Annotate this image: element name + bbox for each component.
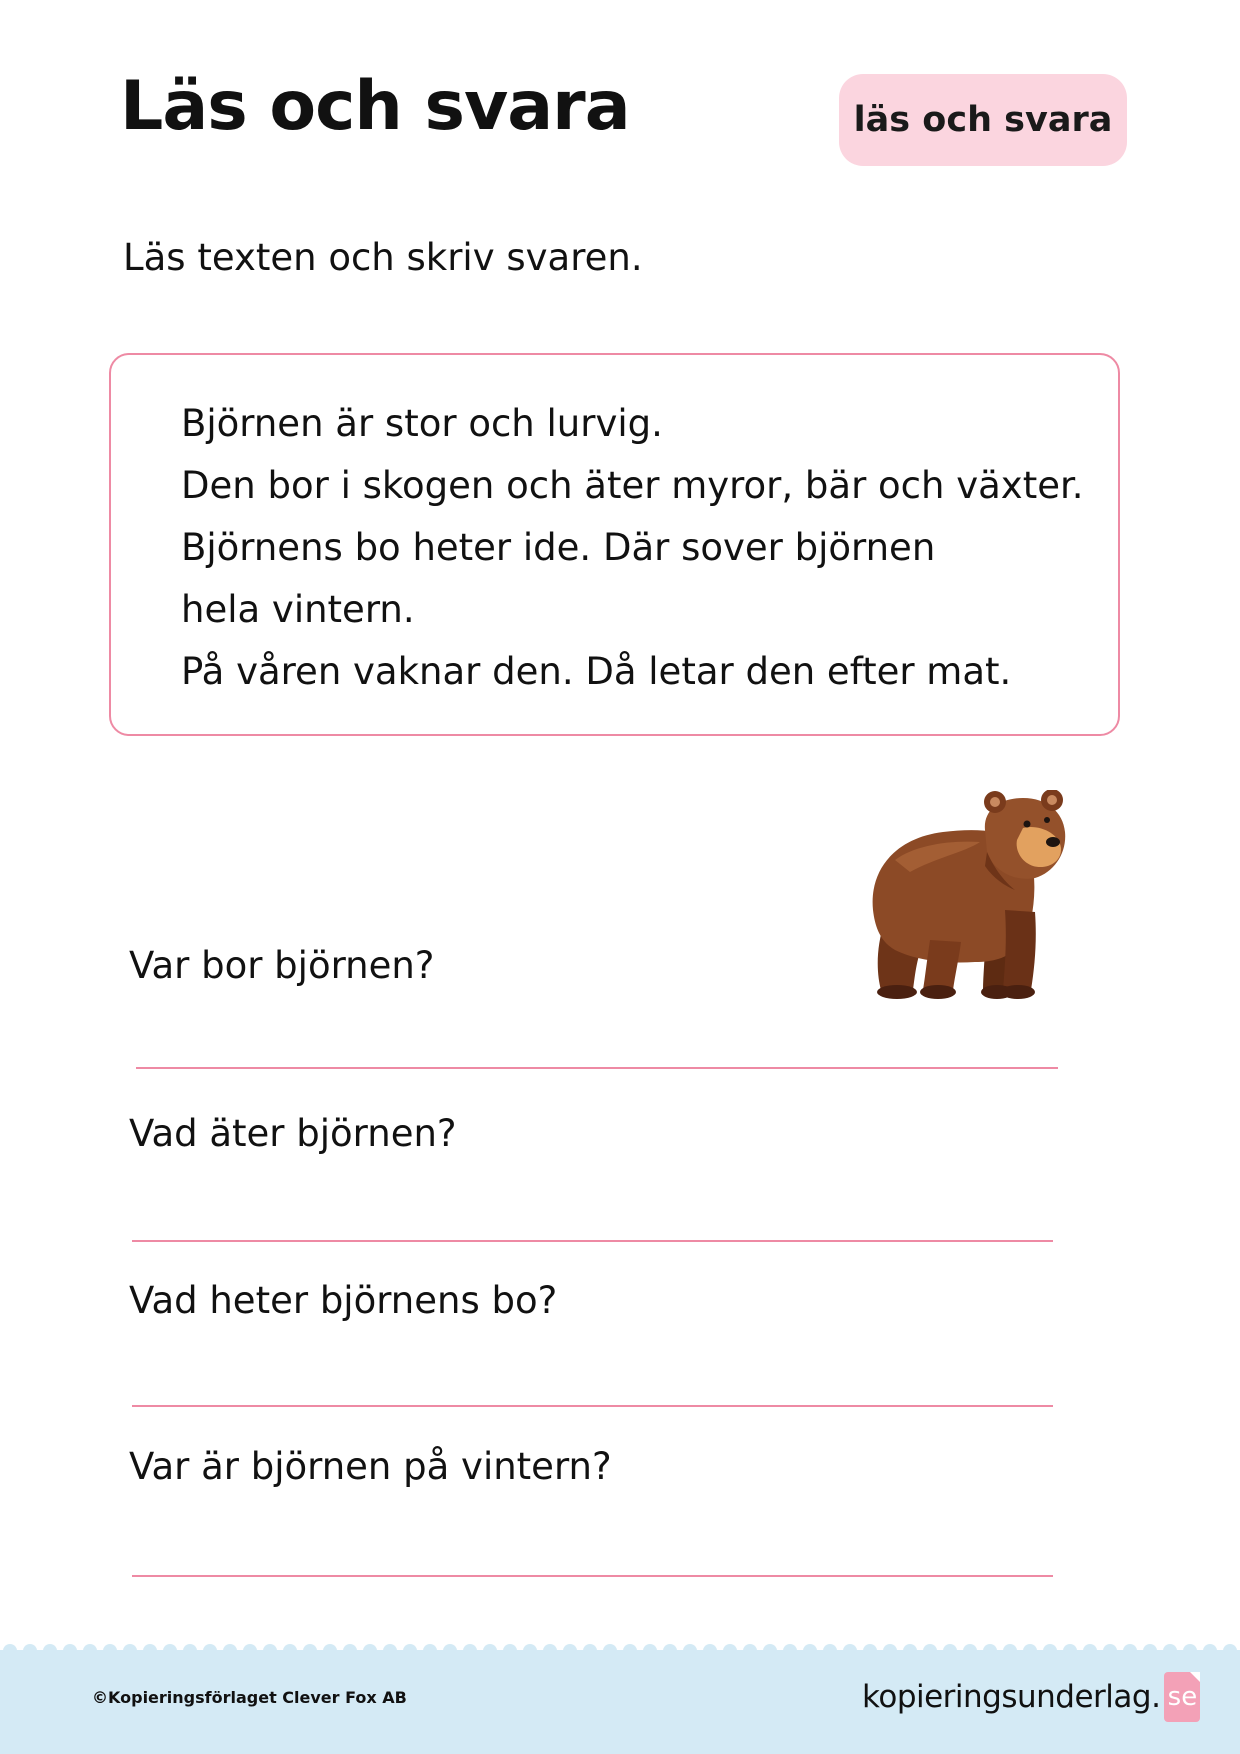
- answer-line-2[interactable]: [132, 1240, 1053, 1242]
- copyright-text: ©Kopieringsförlaget Clever Fox AB: [92, 1688, 407, 1707]
- question-4: Var är björnen på vintern?: [129, 1445, 612, 1488]
- question-1: Var bor björnen?: [129, 944, 435, 987]
- category-badge: läs och svara: [839, 74, 1127, 166]
- question-3: Vad heter björnens bo?: [129, 1279, 558, 1322]
- brand-name: kopieringsunderlag.: [862, 1679, 1161, 1715]
- question-2: Vad äter björnen?: [129, 1112, 457, 1155]
- answer-line-3[interactable]: [132, 1405, 1053, 1407]
- reading-line: På våren vaknar den. Då letar den efter mat.: [181, 650, 1012, 693]
- answer-line-4[interactable]: [132, 1575, 1053, 1577]
- brand-logo[interactable]: [862, 1672, 1200, 1722]
- reading-line: Den bor i skogen och äter myror, bär och växter.: [181, 464, 1084, 507]
- answer-line-1[interactable]: [136, 1067, 1058, 1069]
- reading-line: Björnens bo heter ide. Där sover björnen: [181, 526, 936, 569]
- page-title: Läs och svara: [120, 67, 630, 146]
- brand-tld-badge: se: [1164, 1672, 1200, 1722]
- reading-line: Björnen är stor och lurvig.: [181, 402, 663, 445]
- instruction-text: Läs texten och skriv svaren.: [123, 236, 643, 279]
- bear-illustration: [855, 790, 1075, 1005]
- reading-line: hela vintern.: [181, 588, 415, 631]
- reading-text-box: [109, 353, 1120, 736]
